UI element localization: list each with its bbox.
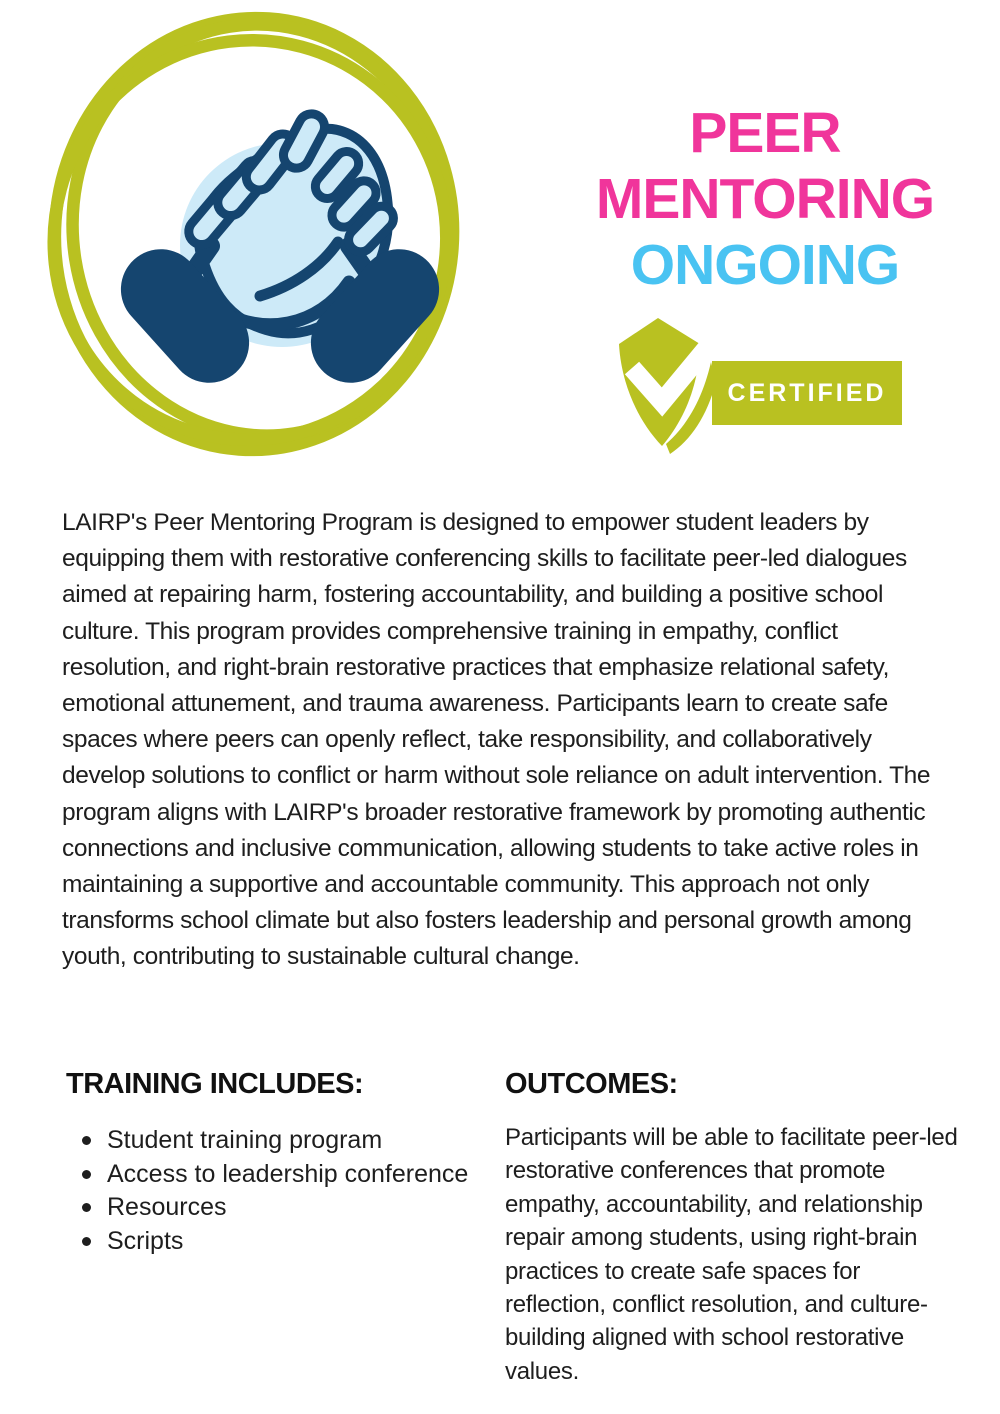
bullet-icon [82, 1203, 91, 1212]
certified-badge [712, 361, 902, 425]
outcomes-heading: OUTCOMES: [505, 1068, 678, 1100]
bullet-icon [82, 1170, 91, 1179]
training-heading: TRAINING INCLUDES: [66, 1068, 364, 1100]
bullet-icon [82, 1237, 91, 1246]
title-line-3: ONGOING [630, 233, 900, 297]
shield-check-icon [612, 316, 716, 456]
program-description: LAIRP's Peer Mentoring Program is designed to empower student leaders by equipping them with restorative conferencing skills to facilitate peer-led dialogues aimed at repairing harm, fostering accountability, and building a positive school culture. This program provides comprehensive training in empathy, conflict resolution, and right-brain restorative practices that emphasize relational safety, emotional attunement, and trauma awareness. Participants learn to create safe spaces where peers can openly reflect, take responsibility, and collaboratively develop solutions to conflict or harm without sole reliance on adult intervention. The program aligns with LAIRP's broader restorative framework by promoting authentic connections and inclusive communication, allowing students to take active roles in maintaining a supportive and accountable community. This approach not only transforms school climate but also fosters leadership and personal growth among youth, contributing to sustainable cultural change. [62, 509, 931, 971]
bullet-icon [82, 1136, 91, 1145]
list-item-label: Access to leadership conference [107, 1159, 469, 1188]
list-item [80, 1158, 500, 1192]
list-item-label: Student training program [107, 1126, 383, 1154]
training-list [80, 1124, 500, 1258]
outcomes-body: Participants will be able to facilitate peer-led restorative conferences that promote empathy, accountability, and relationship repair among students, using right-brain practices to create safe spaces for reflection, conflict resolution, and culture-building aligned with school restorative values. [505, 1124, 958, 1385]
certified-label: CERTIFIED [727, 378, 887, 407]
list-item [80, 1191, 500, 1225]
list-item-label: Scripts [107, 1226, 184, 1255]
list-item-label: Resources [107, 1193, 227, 1221]
program-logo [38, 8, 472, 472]
program-title [540, 100, 990, 298]
clasped-hands-icon [38, 8, 472, 472]
title-line-2: MENTORING [595, 167, 935, 231]
list-item [80, 1225, 500, 1259]
title-line-1: PEER [689, 101, 841, 165]
list-item [80, 1124, 500, 1158]
